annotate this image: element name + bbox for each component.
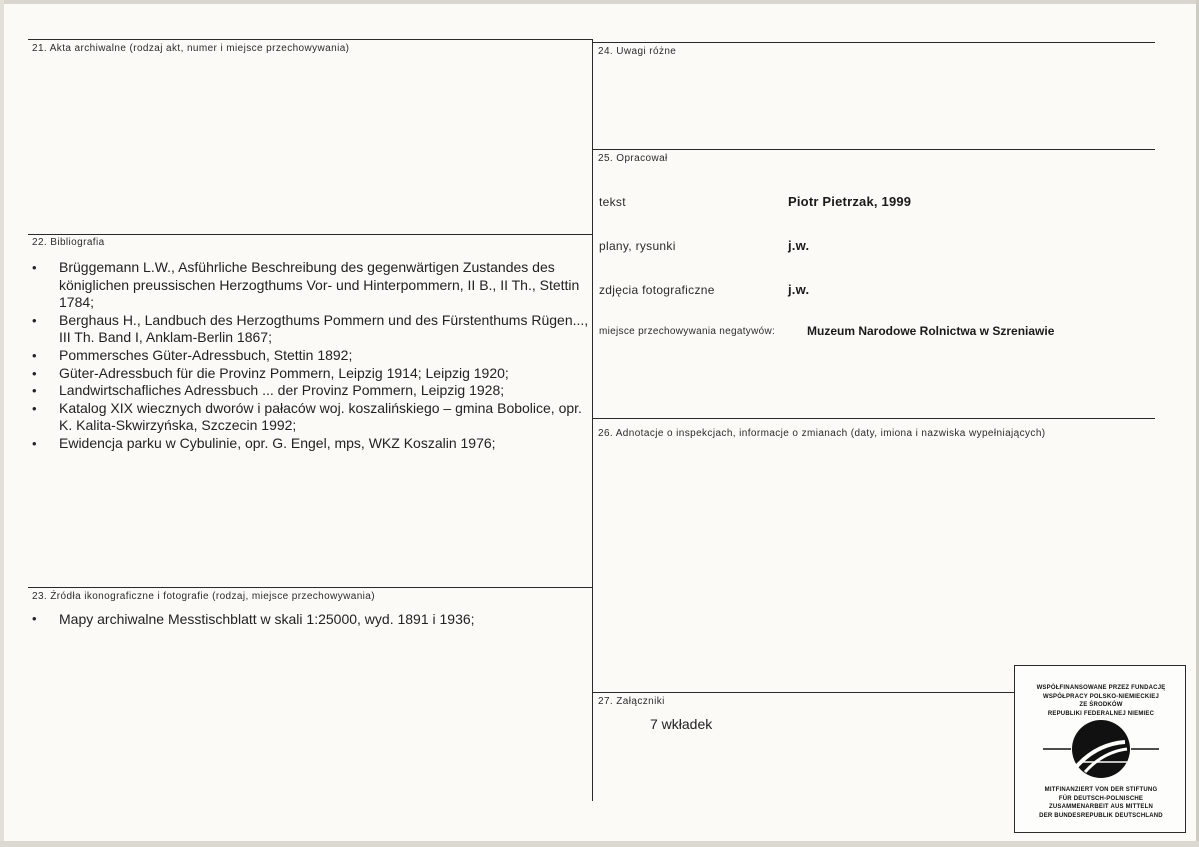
field-22-label: 22. Bibliografia	[32, 237, 105, 248]
sponsor-text-polish	[1015, 684, 1187, 718]
sponsor-line: WSPÓŁPRACY POLSKO-NIEMIECKIEJ	[1042, 693, 1160, 700]
prepared-plans-value: j.w.	[788, 238, 810, 253]
prepared-photos-label: zdjęcia fotograficzne	[599, 283, 715, 297]
bibliography-item: • Brüggemann L.W., Asführliche Beschreibung des gegenwärtigen Zustandes des königlichen preussischen Herzogthums Vor- und Hinterpommern, II B., II Th., Stettin 1784;	[32, 259, 592, 312]
field-25-label: 25. Opracował	[598, 153, 668, 164]
sponsor-line: ZUSAMMENARBEIT AUS MITTELN	[1049, 804, 1153, 810]
divider-26	[593, 418, 1155, 419]
divider-25	[593, 149, 1155, 150]
bibliography-item: • Ewidencja parku w Cybulinie, opr. G. Engel, mps, WKZ Koszalin 1976;	[32, 435, 592, 453]
paper-edge-bottom	[0, 841, 1199, 847]
iconographic-sources-list	[32, 610, 592, 628]
prepared-plans-label: plany, rysunki	[599, 239, 676, 253]
center-divider	[592, 39, 593, 801]
sponsor-text-german	[1015, 786, 1187, 820]
bibliography-item: • Katalog XIX wiecznych dworów i pałaców woj. koszalińskiego – gmina Bobolice, opr. K. Kalita-Skwirzyńska, Szczecin 1992;	[32, 400, 592, 435]
divider-23	[28, 587, 592, 588]
sponsor-line: FÜR DEUTSCH-POLNISCHE	[1058, 795, 1144, 802]
bibliography-list	[32, 259, 592, 453]
sponsor-line: WSPÓŁFINANSOWANE PRZEZ FUNDACJĘ	[1036, 685, 1166, 691]
divider-22	[28, 234, 592, 235]
sponsor-line: DER BUNDESREPUBLIK DEUTSCHLAND	[1039, 812, 1163, 819]
bibliography-item: • Pommersches Güter-Adressbuch, Stettin 1892;	[32, 347, 592, 365]
divider-top-right	[593, 42, 1155, 43]
paper-edge-top	[0, 0, 1199, 4]
field-21-label: 21. Akta archiwalne (rodzaj akt, numer i miejsce przechowywania)	[32, 43, 350, 54]
negatives-storage-value: Muzeum Narodowe Rolnictwa w Szreniawie	[807, 324, 1055, 338]
sponsor-line: ZE ŚRODKÓW	[1079, 702, 1123, 708]
divider-27	[593, 692, 1014, 693]
field-23-label: 23. Źródła ikonograficzne i fotografie (rodzaj, miejsce przechowywania)	[32, 591, 375, 602]
prepared-text-value: Piotr Pietrzak, 1999	[788, 194, 912, 209]
sponsor-box	[1014, 665, 1186, 833]
sponsor-line: MITFINANZIERT VON DER STIFTUNG	[1044, 787, 1158, 793]
prepared-text-label: tekst	[599, 195, 626, 209]
bibliography-item: • Berghaus H., Landbuch des Herzogthums Pommern und des Fürstenthums Rügen..., III Th. Band I, Anklam-Berlin 1867;	[32, 312, 592, 347]
paper-edge-left	[0, 0, 4, 847]
bibliography-item: • Landwirtschafliches Adressbuch ... der Provinz Pommern, Leipzig 1928;	[32, 382, 592, 400]
field-27-label: 27. Załączniki	[598, 696, 665, 707]
field-24-label: 24. Uwagi różne	[598, 46, 677, 57]
divider-top-left	[28, 39, 592, 40]
iconographic-source-item: • Mapy archiwalne Messtischblatt w skali 1:25000, wyd. 1891 i 1936;	[32, 610, 592, 628]
negatives-storage-label: miejsce przechowywania negatywów:	[599, 326, 776, 337]
sponsor-line: REPUBLIKI FEDERALNEJ NIEMIEC	[1047, 710, 1155, 717]
bridge-road-logo-icon	[1041, 718, 1161, 780]
prepared-photos-value: j.w.	[788, 282, 810, 297]
bibliography-item: • Güter-Adressbuch für die Provinz Pommern, Leipzig 1914; Leipzig 1920;	[32, 365, 592, 383]
field-26-label: 26. Adnotacje o inspekcjach, informacje o zmianach (daty, imiona i nazwiska wypełniających)	[598, 428, 1046, 439]
attachments-value: 7 wkładek	[650, 716, 713, 732]
